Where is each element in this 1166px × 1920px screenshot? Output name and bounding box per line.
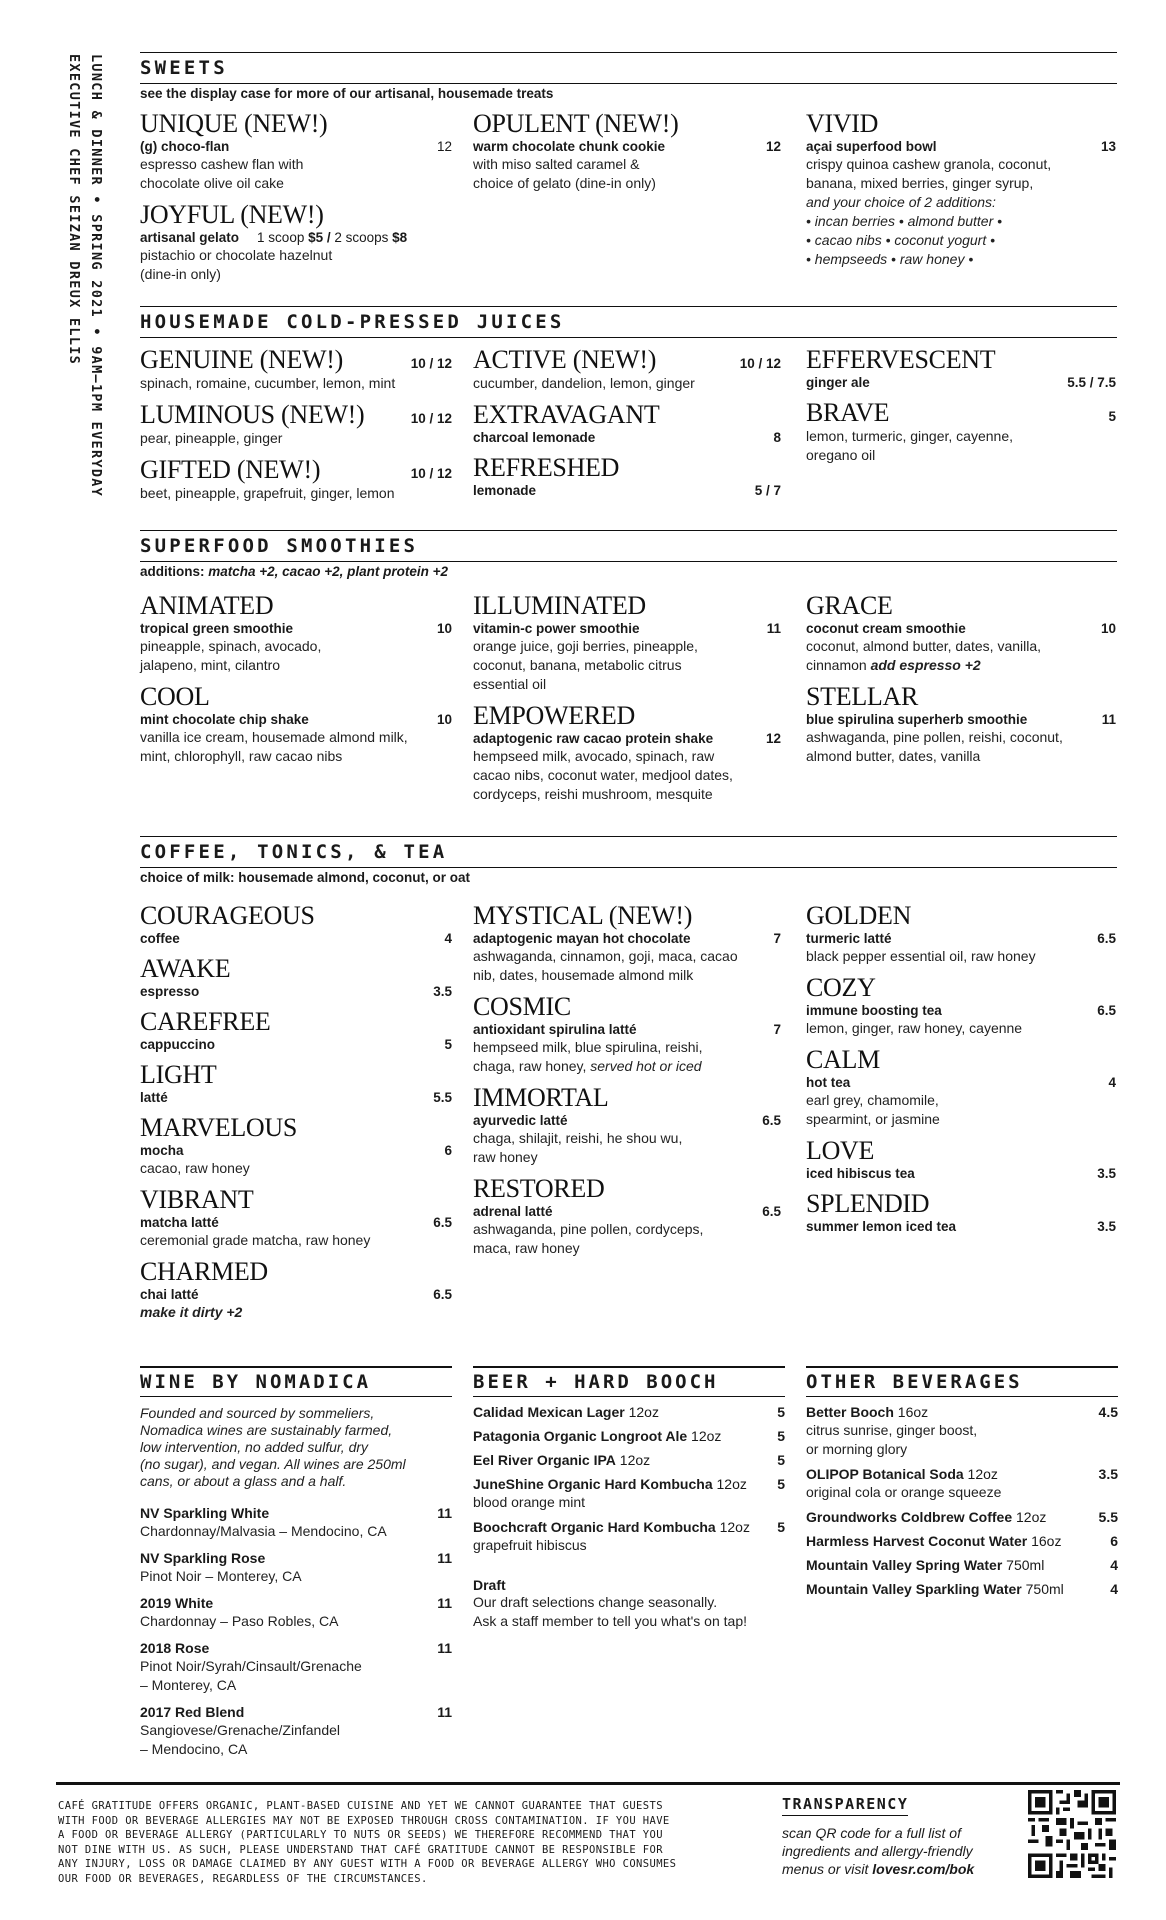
wine-item: 2018 Rose 11 Pinot Noir/Syrah/Cinsault/Grenache – Monterey, CA bbox=[140, 1640, 452, 1693]
section-note: choice of milk: housemade almond, coconut, or oat bbox=[140, 870, 471, 885]
item-title: JOYFUL (NEW!) bbox=[140, 200, 324, 229]
item-title: EFFERVESCENT bbox=[806, 345, 996, 374]
item-title: GENUINE (NEW!) bbox=[140, 345, 344, 374]
item-price: 6.5 bbox=[433, 1215, 452, 1230]
item-title: ANIMATED bbox=[140, 591, 274, 620]
item-title: GOLDEN bbox=[806, 901, 912, 930]
menu-item-vivid bbox=[806, 110, 1116, 269]
section-header bbox=[806, 1366, 1118, 1397]
section-header bbox=[140, 836, 1117, 868]
item-desc: beet, pineapple, grapefruit, ginger, lemon bbox=[140, 485, 395, 501]
menu-item-gifted bbox=[140, 456, 452, 503]
menu-item-vibrant bbox=[140, 1186, 452, 1250]
item-desc: • incan berries • almond butter • bbox=[806, 213, 1003, 229]
item-name: adaptogenic raw cacao protein shake bbox=[473, 731, 714, 746]
section-note: additions: matcha +2, cacao +2, plant protein +2 bbox=[140, 564, 448, 579]
item-desc: earl grey, chamomile, bbox=[806, 1092, 939, 1108]
section-wine bbox=[140, 1366, 452, 1759]
item-name: cappuccino bbox=[140, 1037, 216, 1052]
beer-item: Boochcraft Organic Hard Kombucha 12oz 5 grapefruit hibiscus bbox=[473, 1519, 785, 1553]
item-desc: cacao, raw honey bbox=[140, 1160, 250, 1176]
item-desc: spearmint, or jasmine bbox=[806, 1111, 940, 1127]
item-desc: black pepper essential oil, raw honey bbox=[806, 948, 1036, 964]
item-name: turmeric latté bbox=[806, 931, 892, 946]
item-name: chai latté bbox=[140, 1287, 199, 1302]
item-desc: with miso salted caramel & bbox=[473, 156, 640, 172]
item-name: hot tea bbox=[806, 1075, 851, 1090]
item-name: iced hibiscus tea bbox=[806, 1166, 915, 1181]
section-other-beverages bbox=[806, 1366, 1118, 1604]
item-name: (g) choco-flan bbox=[140, 139, 230, 154]
menu-item-extravagant bbox=[473, 401, 781, 446]
item-desc: chaga, shilajit, reishi, he shou wu, bbox=[473, 1130, 683, 1146]
item-desc: pistachio or chocolate hazelnut bbox=[140, 247, 333, 263]
item-name: artisanal gelato bbox=[140, 230, 240, 245]
item-price: 10 bbox=[436, 712, 452, 727]
qr-code-icon[interactable] bbox=[1028, 1790, 1116, 1878]
item-desc: and your choice of 2 additions: bbox=[806, 194, 996, 210]
item-title: STELLAR bbox=[806, 682, 919, 711]
section-title: SWEETS bbox=[140, 57, 228, 79]
item-desc: cordyceps, reishi mushroom, mesquite bbox=[473, 786, 713, 802]
item-name: summer lemon iced tea bbox=[806, 1219, 957, 1234]
beverage-item: OLIPOP Botanical Soda 12oz 3.5 original cola or orange squeeze bbox=[806, 1466, 1118, 1500]
transparency-text: scan QR code for a full list of ingredients and allergy-friendly menus or visit lovesr.com/bok bbox=[782, 1825, 975, 1877]
item-title: RESTORED bbox=[473, 1174, 605, 1203]
menu-item-empowered bbox=[473, 702, 781, 804]
item-title: BRAVE bbox=[806, 398, 890, 427]
item-title: VIVID bbox=[806, 109, 879, 138]
item-desc: ceremonial grade matcha, raw honey bbox=[140, 1232, 371, 1248]
menu-item-mystical bbox=[473, 902, 781, 985]
item-name: tropical green smoothie bbox=[140, 621, 294, 636]
item-desc: spinach, romaine, cucumber, lemon, mint bbox=[140, 375, 396, 391]
item-title: UNIQUE (NEW!) bbox=[140, 109, 328, 138]
section-juices bbox=[140, 306, 1117, 501]
item-title: LUMINOUS (NEW!) bbox=[140, 400, 365, 429]
item-name: matcha latté bbox=[140, 1215, 219, 1230]
menu-item-luminous bbox=[140, 401, 452, 448]
item-price: 10 / 12 bbox=[739, 356, 781, 371]
item-title: MYSTICAL (NEW!) bbox=[473, 901, 693, 930]
menu-item-opulent bbox=[473, 110, 781, 193]
item-desc: cucumber, dandelion, lemon, ginger bbox=[473, 375, 695, 391]
item-name: coconut cream smoothie bbox=[806, 621, 966, 636]
item-desc: cacao nibs, coconut water, medjool dates, bbox=[473, 767, 733, 783]
item-desc: crispy quinoa cashew granola, coconut, bbox=[806, 156, 1052, 172]
section-header bbox=[140, 1366, 452, 1397]
beverage-item: Mountain Valley Spring Water 750ml 4 bbox=[806, 1557, 1118, 1573]
wine-item: 2017 Red Blend 11 Sangiovese/Grenache/Zinfandel – Mendocino, CA bbox=[140, 1704, 452, 1757]
item-name: ginger ale bbox=[806, 375, 870, 390]
item-price: 3.5 bbox=[1097, 1219, 1116, 1234]
item-desc: make it dirty +2 bbox=[140, 1304, 243, 1320]
item-title: LOVE bbox=[806, 1136, 875, 1165]
transparency-block bbox=[782, 1795, 982, 1878]
item-name: mint chocolate chip shake bbox=[140, 712, 309, 727]
item-desc: hempseed milk, blue spirulina, reishi, bbox=[473, 1039, 703, 1055]
section-header bbox=[140, 52, 1117, 84]
menu-item-illuminated bbox=[473, 592, 781, 694]
item-title: GIFTED (NEW!) bbox=[140, 455, 321, 484]
item-name: mocha bbox=[140, 1143, 184, 1158]
item-desc: essential oil bbox=[473, 676, 547, 692]
item-title: SPLENDID bbox=[806, 1189, 930, 1218]
menu-item-golden bbox=[806, 902, 1116, 966]
section-coffee bbox=[140, 836, 1117, 1320]
side-info bbox=[66, 54, 126, 514]
menu-item-awake bbox=[140, 955, 452, 1000]
menu-item-effervescent bbox=[806, 346, 1116, 391]
section-title: HOUSEMADE COLD-PRESSED JUICES bbox=[140, 311, 565, 333]
item-desc: hempseed milk, avocado, spinach, raw bbox=[473, 748, 715, 764]
draft-info: Draft Our draft selections change seasonally. Ask a staff member to tell you what's on tap! bbox=[473, 1577, 747, 1629]
section-title: OTHER BEVERAGES bbox=[806, 1371, 1023, 1393]
beer-item: Patagonia Organic Longroot Ale 12oz 5 bbox=[473, 1428, 785, 1444]
item-desc: jalapeno, mint, cilantro bbox=[140, 657, 281, 673]
menu-item-cool bbox=[140, 683, 452, 766]
item-desc: pear, pineapple, ginger bbox=[140, 430, 283, 446]
item-title: OPULENT (NEW!) bbox=[473, 109, 679, 138]
item-desc: almond butter, dates, vanilla bbox=[806, 748, 981, 764]
menu-item-joyful bbox=[140, 201, 452, 284]
item-desc: lemon, turmeric, ginger, cayenne, bbox=[806, 428, 1013, 444]
item-desc: ashwaganda, pine pollen, cordyceps, bbox=[473, 1221, 704, 1237]
section-header bbox=[140, 530, 1117, 562]
wine-intro: Founded and sourced by sommeliers, Nomadica wines are sustainably farmed, low intervention, no added sulfur, dry (no sugar), and vegan. All wines are 250ml cans, or about a glass and a half. bbox=[140, 1405, 406, 1489]
item-name: adaptogenic mayan hot chocolate bbox=[473, 931, 691, 946]
menu-item-genuine bbox=[140, 346, 452, 393]
menu-item-cosmic bbox=[473, 993, 781, 1076]
item-title: COOL bbox=[140, 682, 210, 711]
menu-item-calm bbox=[806, 1046, 1116, 1129]
item-title: COZY bbox=[806, 973, 876, 1002]
item-title: AWAKE bbox=[140, 954, 231, 983]
item-desc: (dine-in only) bbox=[140, 266, 221, 282]
item-price: 11 bbox=[1101, 712, 1116, 727]
item-desc: • hempseeds • raw honey • bbox=[806, 251, 974, 267]
service-hours: LUNCH & DINNER • SPRING 2021 • 9AM–1PM EVERYDAY bbox=[88, 54, 104, 498]
item-title: EMPOWERED bbox=[473, 701, 635, 730]
item-price: 1 scoop $5 / 2 scoops $8 bbox=[257, 230, 408, 245]
item-name: ayurvedic latté bbox=[473, 1113, 568, 1128]
item-name: adrenal latté bbox=[473, 1204, 553, 1219]
section-title: COFFEE, TONICS, & TEA bbox=[140, 841, 448, 863]
item-name: blue spirulina superherb smoothie bbox=[806, 712, 1028, 727]
item-desc: coconut, banana, metabolic citrus bbox=[473, 657, 682, 673]
item-title: REFRESHED bbox=[473, 453, 620, 482]
item-name: lemonade bbox=[473, 483, 537, 498]
item-price: 5 bbox=[444, 1037, 452, 1052]
item-price: 3.5 bbox=[1097, 1166, 1116, 1181]
menu-item-charmed bbox=[140, 1258, 452, 1322]
item-title: LIGHT bbox=[140, 1060, 217, 1089]
item-name: immune boosting tea bbox=[806, 1003, 942, 1018]
item-title: GRACE bbox=[806, 591, 893, 620]
item-title: EXTRAVAGANT bbox=[473, 400, 660, 429]
item-name: coffee bbox=[140, 931, 180, 946]
beer-item: Calidad Mexican Lager 12oz 5 bbox=[473, 1404, 785, 1420]
section-title: BEER + HARD BOOCH bbox=[473, 1371, 719, 1393]
section-smoothies bbox=[140, 530, 1117, 802]
item-title: COURAGEOUS bbox=[140, 901, 315, 930]
item-desc: • cacao nibs • coconut yogurt • bbox=[806, 232, 996, 248]
menu-item-cozy bbox=[806, 974, 1116, 1038]
item-price: 4 bbox=[444, 931, 452, 946]
item-price: 5.5 / 7.5 bbox=[1067, 375, 1116, 390]
item-name: açai superfood bowl bbox=[806, 139, 937, 154]
item-price: 12 bbox=[765, 731, 781, 746]
executive-chef: EXECUTIVE CHEF SEIZAN DREUX ELLIS bbox=[66, 54, 82, 366]
item-desc: chaga, raw honey, served hot or iced bbox=[473, 1058, 702, 1074]
section-title: SUPERFOOD SMOOTHIES bbox=[140, 535, 419, 557]
section-note: see the display case for more of our artisanal, housemade treats bbox=[140, 86, 554, 101]
item-desc: maca, raw honey bbox=[473, 1240, 580, 1256]
item-desc: pineapple, spinach, avocado, bbox=[140, 638, 322, 654]
menu-item-light bbox=[140, 1061, 452, 1106]
item-desc: ashwaganda, pine pollen, reishi, coconut, bbox=[806, 729, 1063, 745]
item-desc: ashwaganda, cinnamon, goji, maca, cacao bbox=[473, 948, 738, 964]
item-desc: nib, dates, housemade almond milk bbox=[473, 967, 694, 983]
beer-item: Eel River Organic IPA 12oz 5 bbox=[473, 1452, 785, 1468]
item-price: 6.5 bbox=[1097, 1003, 1116, 1018]
menu-item-love bbox=[806, 1137, 1116, 1182]
item-price: 6 bbox=[444, 1143, 452, 1158]
item-price: 11 bbox=[766, 621, 781, 636]
item-title: ACTIVE (NEW!) bbox=[473, 345, 657, 374]
menu-item-carefree bbox=[140, 1008, 452, 1053]
item-desc: banana, mixed berries, ginger syrup, bbox=[806, 175, 1034, 191]
item-desc: coconut, almond butter, dates, vanilla, bbox=[806, 638, 1042, 654]
item-name: vitamin-c power smoothie bbox=[473, 621, 640, 636]
beer-item: JuneShine Organic Hard Kombucha 12oz 5 blood orange mint bbox=[473, 1476, 785, 1510]
section-header bbox=[140, 306, 1117, 338]
item-price: 6.5 bbox=[433, 1287, 452, 1302]
item-title: MARVELOUS bbox=[140, 1113, 298, 1142]
item-price: 12 bbox=[436, 139, 452, 154]
beverage-item: Better Booch 16oz 4.5 citrus sunrise, ginger boost, or morning glory bbox=[806, 1404, 1118, 1457]
item-name: antioxidant spirulina latté bbox=[473, 1022, 637, 1037]
item-desc: choice of gelato (dine-in only) bbox=[473, 175, 656, 191]
item-price: 13 bbox=[1100, 139, 1116, 154]
item-name: latté bbox=[140, 1090, 168, 1105]
menu-item-splendid bbox=[806, 1190, 1116, 1235]
footer bbox=[56, 1782, 1120, 1885]
item-title: COSMIC bbox=[473, 992, 571, 1021]
item-desc: lemon, ginger, raw honey, cayenne bbox=[806, 1020, 1023, 1036]
transparency-title: TRANSPARENCY bbox=[782, 1795, 908, 1816]
menu-item-restored bbox=[473, 1175, 781, 1258]
item-price: 10 / 12 bbox=[410, 356, 452, 371]
section-title: WINE BY NOMADICA bbox=[140, 1371, 372, 1393]
menu-item-brave bbox=[806, 399, 1116, 465]
item-title: IMMORTAL bbox=[473, 1083, 609, 1112]
item-desc: raw honey bbox=[473, 1149, 538, 1165]
item-price: 10 bbox=[436, 621, 452, 636]
item-name: charcoal lemonade bbox=[473, 430, 596, 445]
item-price: 7 bbox=[773, 931, 781, 946]
beverage-item: Mountain Valley Sparkling Water 750ml 4 bbox=[806, 1581, 1118, 1597]
item-price: 3.5 bbox=[433, 984, 452, 999]
item-title: CALM bbox=[806, 1045, 880, 1074]
item-title: VIBRANT bbox=[140, 1185, 254, 1214]
item-price: 4 bbox=[1108, 1075, 1116, 1090]
item-price: 6.5 bbox=[1097, 931, 1116, 946]
item-price: 5 / 7 bbox=[754, 483, 781, 498]
item-title: ILLUMINATED bbox=[473, 591, 646, 620]
menu-item-refreshed bbox=[473, 454, 781, 499]
item-desc: oregano oil bbox=[806, 447, 876, 463]
website-link[interactable]: lovesr.com/bok bbox=[872, 1861, 975, 1877]
item-price: 10 bbox=[1100, 621, 1116, 636]
item-price: 10 / 12 bbox=[410, 411, 452, 426]
item-desc: chocolate olive oil cake bbox=[140, 175, 284, 191]
beverage-item: Harmless Harvest Coconut Water 16oz 6 bbox=[806, 1533, 1118, 1549]
menu-item-grace bbox=[806, 592, 1116, 675]
allergy-disclaimer: CAFÉ GRATITUDE OFFERS ORGANIC, PLANT-BASED CUISINE AND YET WE CANNOT GUARANTEE THAT GUESTS WITH FOOD OR BEVERAGE ALLERGIES MAY NOT BE EXPOSED THROUGH CROSS CONTAMINATION. IF YOU HAVE A FOOD OR BEVERAGE ALLERGY (PARTICULARLY TO NUTS OR SEEDS) WE THEREFORE RECOMMEND THAT YOU NOT DINE WITH US. AS SUCH, PLEASE UNDERSTAND THAT CAFÉ GRATITUDE CANNOT BE RESPONSIBLE FOR ANY INJURY, LOSS OR DAMAGE CLAIMED BY ANY GUEST WITH A FOOD OR BEVERAGE ALLERGY WHO CONSUMES OUR FOOD OR BEVERAGES, REGARDLESS OF THE CIRCUMSTANCES. bbox=[58, 1800, 677, 1885]
item-desc: cinnamon add espresso +2 bbox=[806, 657, 981, 673]
menu-item-active bbox=[473, 346, 781, 393]
menu-item-courageous bbox=[140, 902, 452, 947]
menu-item-stellar bbox=[806, 683, 1116, 766]
wine-item: NV Sparkling White 11 Chardonnay/Malvasia – Mendocino, CA bbox=[140, 1505, 452, 1539]
section-sweets bbox=[140, 52, 1117, 282]
item-price: 5.5 bbox=[433, 1090, 452, 1105]
beverage-item: Groundworks Coldbrew Coffee 12oz 5.5 bbox=[806, 1509, 1118, 1525]
section-beer bbox=[473, 1366, 785, 1631]
menu-item-immortal bbox=[473, 1084, 781, 1167]
wine-item: NV Sparkling Rose 11 Pinot Noir – Monterey, CA bbox=[140, 1550, 452, 1584]
section-header bbox=[473, 1366, 785, 1397]
item-price: 5 bbox=[1108, 409, 1116, 424]
item-desc: espresso cashew flan with bbox=[140, 156, 304, 172]
menu-item-animated bbox=[140, 592, 452, 675]
item-title: CAREFREE bbox=[140, 1007, 271, 1036]
wine-item: 2019 White 11 Chardonnay – Paso Robles, CA bbox=[140, 1595, 452, 1629]
menu-item-marvelous bbox=[140, 1114, 452, 1178]
menu-item-unique bbox=[140, 110, 452, 193]
item-title: CHARMED bbox=[140, 1257, 268, 1286]
item-name: warm chocolate chunk cookie bbox=[473, 139, 666, 154]
item-desc: orange juice, goji berries, pineapple, bbox=[473, 638, 698, 654]
item-price: 10 / 12 bbox=[410, 466, 452, 481]
item-price: 6.5 bbox=[762, 1204, 781, 1219]
item-price: 12 bbox=[765, 139, 781, 154]
item-price: 6.5 bbox=[762, 1113, 781, 1128]
item-desc: mint, chlorophyll, raw cacao nibs bbox=[140, 748, 343, 764]
item-price: 7 bbox=[773, 1022, 781, 1037]
item-desc: vanilla ice cream, housemade almond milk, bbox=[140, 729, 408, 745]
item-name: espresso bbox=[140, 984, 200, 999]
item-price: 8 bbox=[773, 430, 781, 445]
